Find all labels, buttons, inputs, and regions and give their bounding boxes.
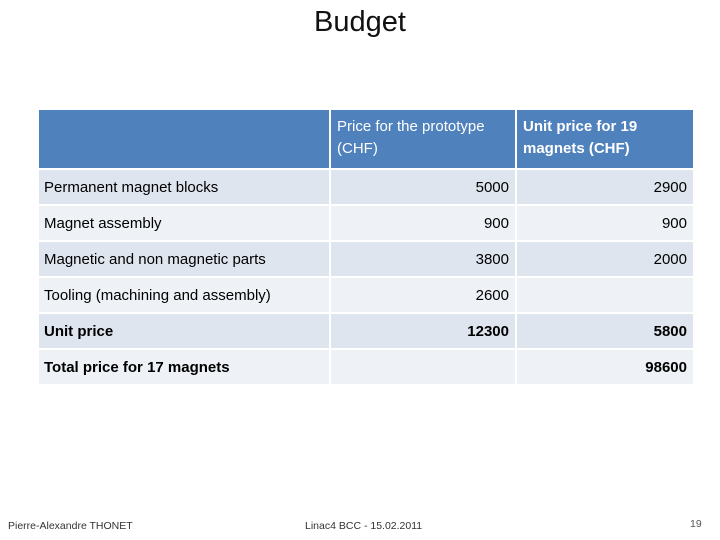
row-label: Unit price	[39, 314, 329, 348]
row-label: Magnet assembly	[39, 206, 329, 240]
table-row	[39, 278, 693, 312]
header-cell-prototype: Price for the prototype (CHF)	[331, 110, 515, 168]
unit-value	[517, 278, 693, 312]
prototype-value: 2600	[331, 278, 515, 312]
prototype-value	[331, 350, 515, 384]
table-row	[39, 206, 693, 240]
unit-value: 2900	[517, 170, 693, 204]
row-label: Permanent magnet blocks	[39, 170, 329, 204]
table-row	[39, 350, 693, 384]
table-row	[39, 170, 693, 204]
table-header-row	[39, 110, 693, 168]
prototype-value: 5000	[331, 170, 515, 204]
header-cell-unit-price: Unit price for 19 magnets (CHF)	[517, 110, 693, 168]
footer-event: Linac4 BCC - 15.02.2011	[305, 520, 423, 532]
row-label: Total price for 17 magnets	[39, 350, 329, 384]
row-label: Magnetic and non magnetic parts	[39, 242, 329, 276]
table-row	[39, 242, 693, 276]
footer-author: Pierre-Alexandre THONET	[8, 520, 133, 532]
unit-value: 5800	[517, 314, 693, 348]
unit-value: 900	[517, 206, 693, 240]
unit-value: 2000	[517, 242, 693, 276]
table-row	[39, 314, 693, 348]
prototype-value: 12300	[331, 314, 515, 348]
row-label: Tooling (machining and assembly)	[39, 278, 329, 312]
page-number: 19	[690, 518, 702, 530]
prototype-value: 3800	[331, 242, 515, 276]
slide-title: Budget	[314, 6, 406, 38]
budget-table	[37, 108, 695, 386]
header-cell-empty	[39, 110, 329, 168]
prototype-value: 900	[331, 206, 515, 240]
unit-value: 98600	[517, 350, 693, 384]
